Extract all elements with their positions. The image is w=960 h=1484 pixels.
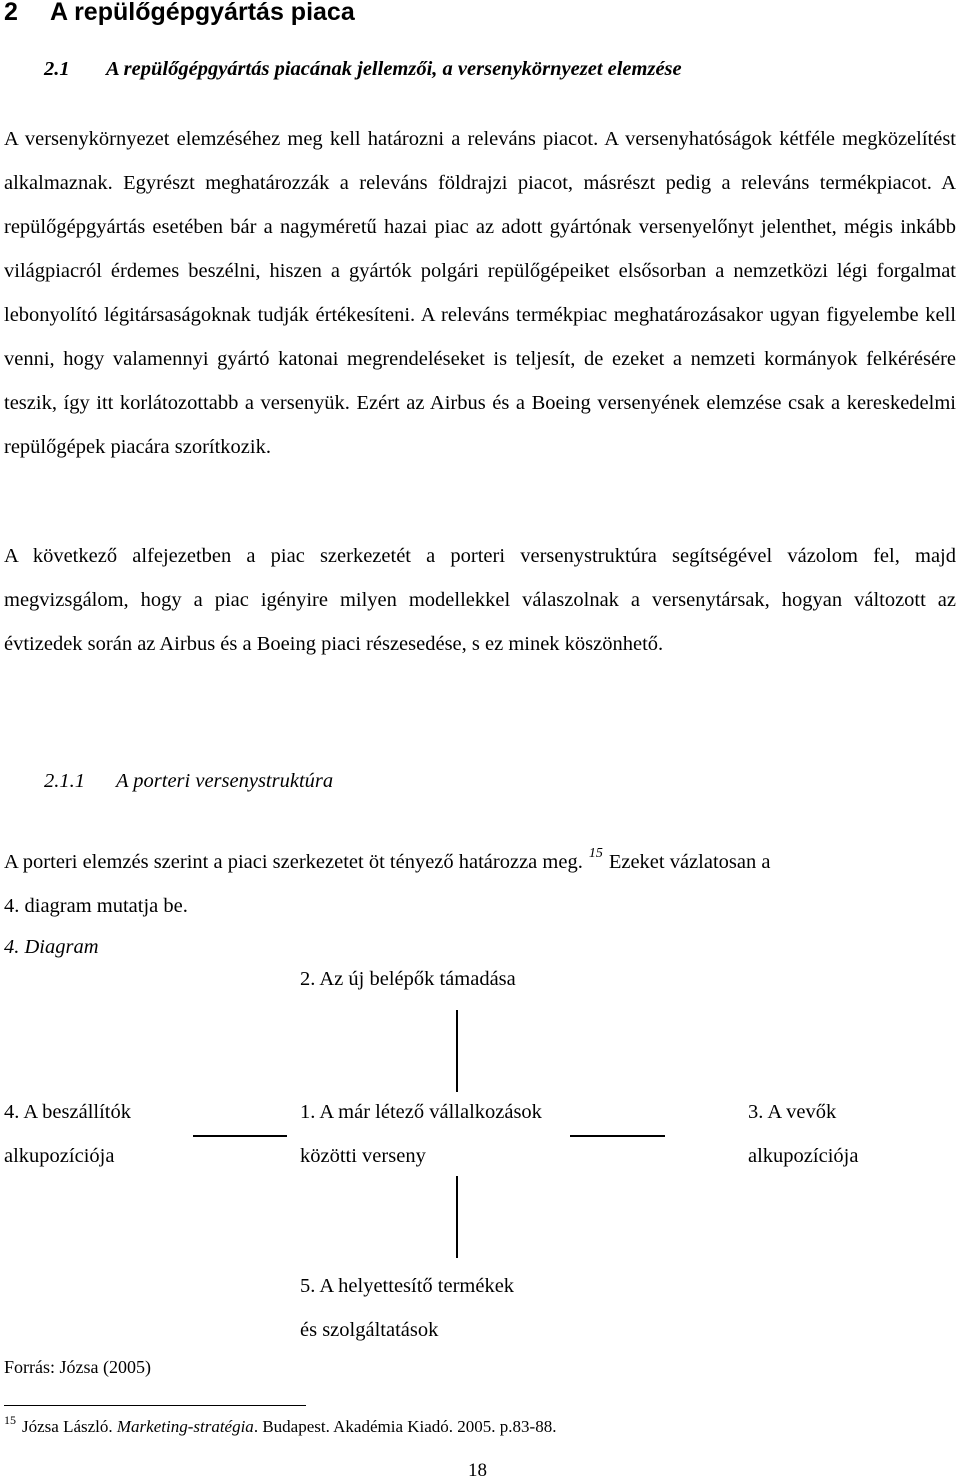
- force-substitutes-line2: és szolgáltatások: [300, 1319, 439, 1341]
- force-suppliers-line2: alkupozíciója: [4, 1145, 115, 1167]
- force-suppliers-line1: 4. A beszállítók: [4, 1101, 131, 1123]
- subsection-title: A porteri versenystruktúra: [116, 770, 334, 792]
- footnote-separator: [4, 1405, 306, 1406]
- force-suppliers: [4, 1090, 131, 1178]
- force-rivalry-line1: 1. A már létező vállalkozások: [300, 1101, 542, 1123]
- force-buyers-line1: 3. A vevők: [748, 1101, 837, 1123]
- diagram-source: Forrás: Józsa (2005): [4, 1357, 151, 1377]
- force-rivalry: [300, 1090, 542, 1178]
- force-substitutes-line1: 5. A helyettesítő termékek: [300, 1275, 515, 1297]
- chapter-number: 2: [4, 0, 18, 26]
- paragraph-porter-intro: [4, 840, 956, 884]
- footnote-number: 15: [4, 1413, 16, 1427]
- connector-top: [456, 1010, 458, 1092]
- chapter-title: A repülőgépgyártás piaca: [50, 0, 355, 26]
- force-buyers: [748, 1090, 858, 1178]
- paragraph-chapter-outline: A következő alfejezetben a piac szerkezetét a porteri versenystruktúra segítségével vázolom fel, majd megvizsgálom, hogy a piac igényire milyen modellekkel válaszolnak a versenytársak, hogyan változott az évtizedek során az Airbus és a Boeing piaci részesedése, s ez minek köszönhető.: [4, 545, 956, 655]
- connector-left: [193, 1135, 287, 1137]
- footnote-author: Józsa László.: [22, 1417, 113, 1436]
- section-heading: [44, 58, 682, 81]
- section-number: 2.1: [44, 58, 70, 80]
- force-substitutes: [300, 1264, 514, 1352]
- footnote-reference[interactable]: 15: [588, 846, 603, 861]
- force-new-entrants: 2. Az új belépők támadása: [300, 968, 516, 990]
- porter-intro-text: A porteri elemzés szerint a piaci szerkezetet öt tényező határozza meg.: [4, 851, 583, 873]
- paragraph-market-definition: A versenykörnyezet elemzéséhez meg kell határozni a releváns piacot. A versenyhatóságok kétféle megközelítést alkalmaznak. Egyrészt meghatározzák a releváns földrajzi piacot, másrészt pedig a releváns termékpiacot. A repülőgépgyártás esetében bár a nagyméretű hazai piac az adott gyártónak versenyelőnyt jelenthet, mégis inkább világpiacról érdemes beszélni, hiszen a gyártók polgári repülőgépeiket elsősorban a nemzetközi légi forgalmat lebonyolító légitársaságoknak tudják értékesíteni. A releváns termékpiac meghatározásakor ugyan figyelembe kell venni, hogy valamennyi gyártó katonai megrendeléseket is teljesít, de ezeket a nemzeti kormányok felkérésére teszik, így itt korlátozottabb a versenyük. Ezért az Airbus és a Boeing versenyének elemzése csak a kereskedelmi repülőgépek piacára szorítkozik.: [4, 128, 956, 458]
- paragraph-diagram-reference: 4. diagram mutatja be.: [4, 895, 188, 917]
- force-buyers-line2: alkupozíciója: [748, 1145, 859, 1167]
- section-title: A repülőgépgyártás piacának jellemzői, a versenykörnyezet elemzése: [106, 58, 682, 80]
- footnote: [4, 1413, 557, 1437]
- connector-bottom: [456, 1176, 458, 1258]
- footnote-details: . Budapest. Akadémia Kiadó. 2005. p.83-88.: [253, 1417, 557, 1436]
- connector-right: [570, 1135, 665, 1137]
- force-rivalry-line2: közötti verseny: [300, 1145, 426, 1167]
- diagram-title: 4. Diagram: [4, 936, 99, 958]
- chapter-heading: [4, 0, 355, 27]
- footnote-book-title: Marketing-stratégia: [116, 1417, 254, 1436]
- subsection-number: 2.1.1: [44, 770, 85, 792]
- page-number: 18: [468, 1460, 487, 1481]
- porter-intro-continuation: Ezeket vázlatosan a: [608, 851, 771, 873]
- subsection-heading: [44, 770, 333, 793]
